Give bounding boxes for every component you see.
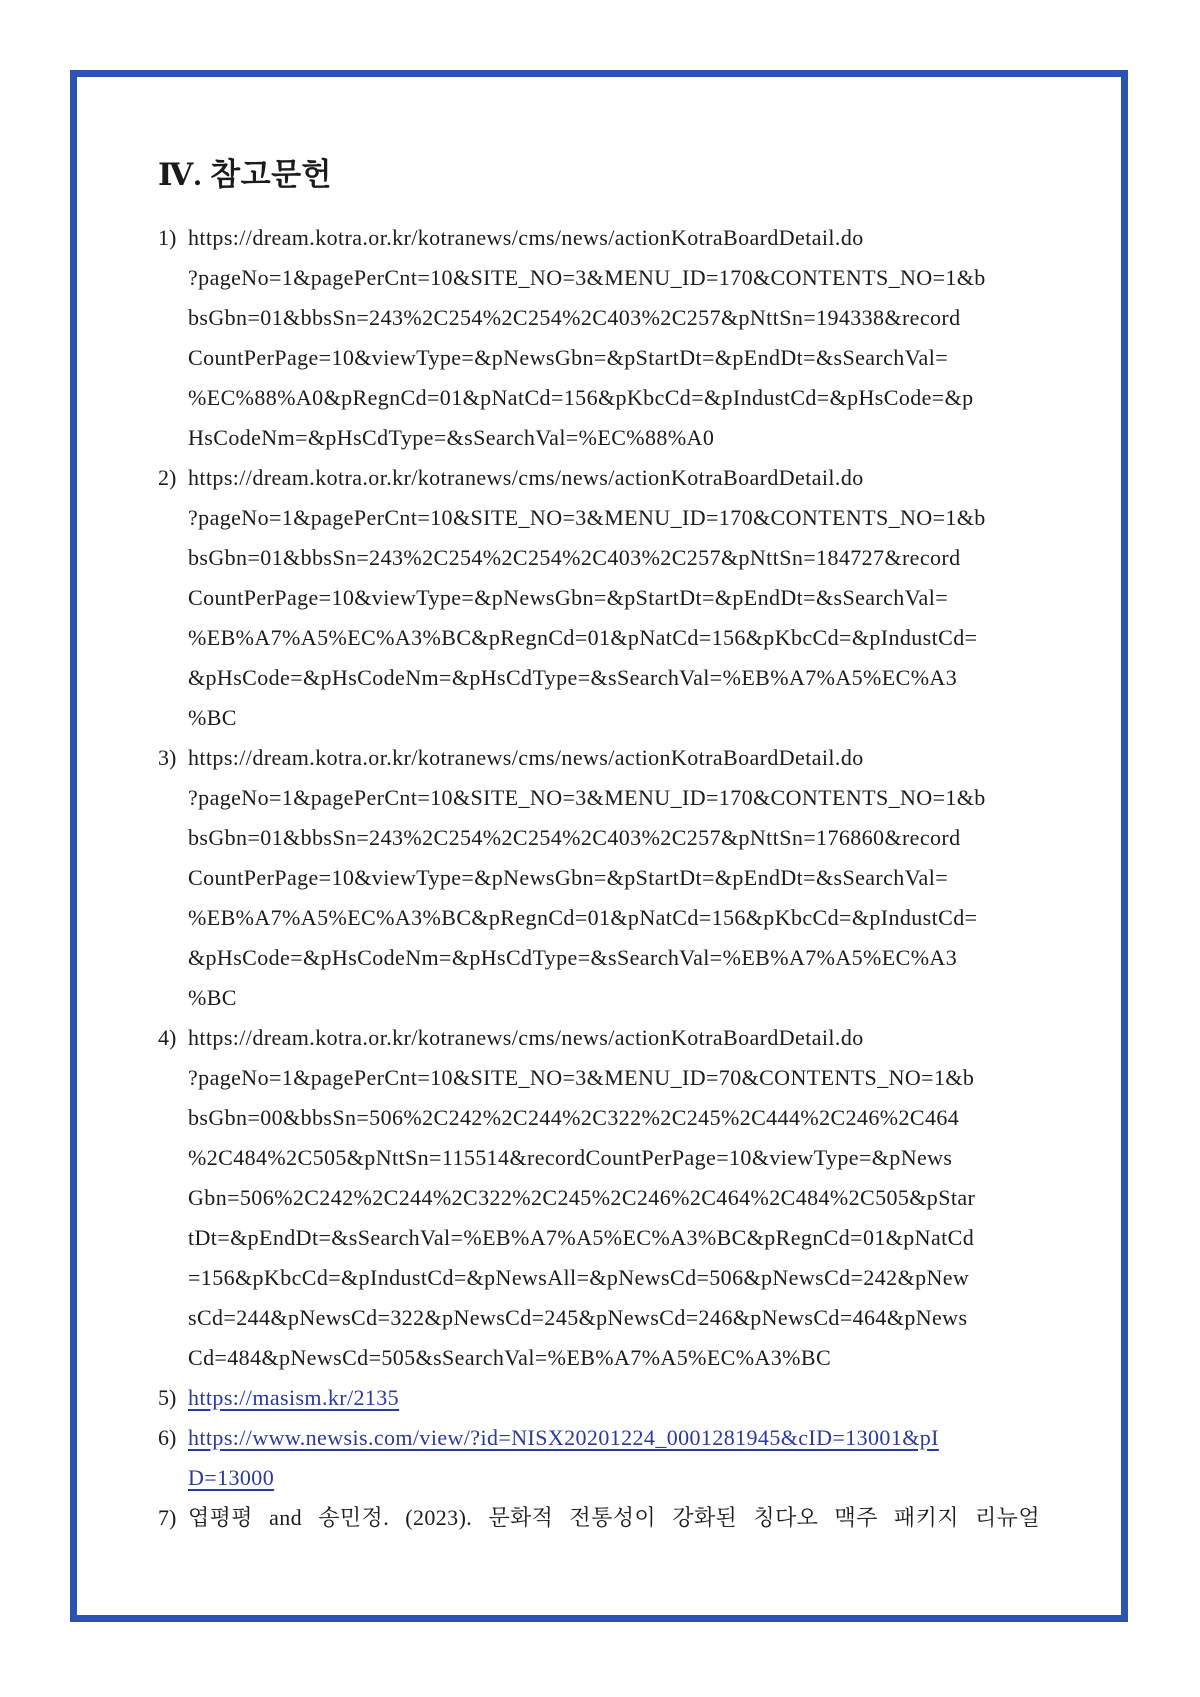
reference-item-7 [158, 1498, 1121, 1538]
reference-number: 7) [158, 1505, 177, 1530]
reference-link[interactable]: https://masism.kr/2135 [188, 1385, 400, 1410]
reference-text [188, 738, 1040, 1018]
reference-line: &pHsCode=&pHsCodeNm=&pHsCdType=&sSearchVal=%EB%A7%A5%EC%A3 [188, 665, 958, 690]
reference-line: %EB%A7%A5%EC%A3%BC&pRegnCd=01&pNatCd=156&pKbcCd=&pIndustCd= [188, 905, 978, 930]
reference-text [188, 218, 1040, 458]
reference-line: sCd=244&pNewsCd=322&pNewsCd=245&pNewsCd=246&pNewsCd=464&pNews [188, 1305, 968, 1330]
page-content [77, 77, 1121, 1538]
reference-line: https://dream.kotra.or.kr/kotranews/cms/news/actionKotraBoardDetail.do [188, 1025, 864, 1050]
reference-line: ?pageNo=1&pagePerCnt=10&SITE_NO=3&MENU_ID=170&CONTENTS_NO=1&b [188, 265, 986, 290]
reference-item-5 [158, 1378, 1121, 1418]
reference-line: CountPerPage=10&viewType=&pNewsGbn=&pStartDt=&pEndDt=&sSearchVal= [188, 865, 949, 890]
reference-link[interactable]: https://www.newsis.com/view/?id=NISX20201224_0001281945&cID=13001&pI [188, 1425, 939, 1450]
reference-number: 6) [158, 1425, 177, 1450]
reference-line: bsGbn=01&bbsSn=243%2C254%2C254%2C403%2C257&pNttSn=184727&record [188, 545, 961, 570]
reference-item-4 [158, 1018, 1121, 1378]
reference-line: &pHsCode=&pHsCodeNm=&pHsCdType=&sSearchVal=%EB%A7%A5%EC%A3 [188, 945, 958, 970]
reference-item-2 [158, 458, 1121, 738]
reference-line: https://dream.kotra.or.kr/kotranews/cms/news/actionKotraBoardDetail.do [188, 745, 864, 770]
reference-link[interactable]: D=13000 [188, 1465, 275, 1490]
page-border [70, 70, 1128, 1622]
reference-line: CountPerPage=10&viewType=&pNewsGbn=&pStartDt=&pEndDt=&sSearchVal= [188, 585, 949, 610]
reference-number: 1) [158, 225, 177, 250]
reference-line: CountPerPage=10&viewType=&pNewsGbn=&pStartDt=&pEndDt=&sSearchVal= [188, 345, 949, 370]
reference-text [188, 1418, 1040, 1498]
reference-number: 4) [158, 1025, 177, 1050]
reference-line: %BC [188, 705, 237, 730]
reference-number: 3) [158, 745, 177, 770]
reference-line: %EC%88%A0&pRegnCd=01&pNatCd=156&pKbcCd=&pIndustCd=&pHsCode=&p [188, 385, 974, 410]
reference-line: %2C484%2C505&pNttSn=115514&recordCountPerPage=10&viewType=&pNews [188, 1145, 953, 1170]
reference-line: 엽평평 and 송민정. (2023). 문화적 전통성이 강화된 칭다오 맥주 패키지 리뉴얼 [188, 1505, 1040, 1530]
reference-text [188, 458, 1040, 738]
reference-list [158, 218, 1121, 1538]
reference-line: %EB%A7%A5%EC%A3%BC&pRegnCd=01&pNatCd=156&pKbcCd=&pIndustCd= [188, 625, 978, 650]
reference-line: ?pageNo=1&pagePerCnt=10&SITE_NO=3&MENU_ID=170&CONTENTS_NO=1&b [188, 505, 986, 530]
reference-number: 5) [158, 1385, 177, 1410]
page-title: Ⅳ. 참고문헌 [158, 157, 332, 192]
reference-line: Cd=484&pNewsCd=505&sSearchVal=%EB%A7%A5%EC%A3%BC [188, 1345, 832, 1370]
reference-line: https://dream.kotra.or.kr/kotranews/cms/news/actionKotraBoardDetail.do [188, 465, 864, 490]
reference-number: 2) [158, 465, 177, 490]
reference-line: tDt=&pEndDt=&sSearchVal=%EB%A7%A5%EC%A3%BC&pRegnCd=01&pNatCd [188, 1225, 975, 1250]
reference-line: ?pageNo=1&pagePerCnt=10&SITE_NO=3&MENU_ID=170&CONTENTS_NO=1&b [188, 785, 986, 810]
reference-text [188, 1498, 1040, 1538]
reference-text [188, 1378, 1040, 1418]
reference-line: bsGbn=01&bbsSn=243%2C254%2C254%2C403%2C257&pNttSn=194338&record [188, 305, 961, 330]
reference-line: =156&pKbcCd=&pIndustCd=&pNewsAll=&pNewsCd=506&pNewsCd=242&pNew [188, 1265, 970, 1290]
reference-line: Gbn=506%2C242%2C244%2C322%2C245%2C246%2C464%2C484%2C505&pStar [188, 1185, 976, 1210]
reference-line: %BC [188, 985, 237, 1010]
reference-line: HsCodeNm=&pHsCdType=&sSearchVal=%EC%88%A0 [188, 425, 715, 450]
reference-line: https://dream.kotra.or.kr/kotranews/cms/news/actionKotraBoardDetail.do [188, 225, 864, 250]
reference-item-6 [158, 1418, 1121, 1498]
reference-item-1 [158, 218, 1121, 458]
reference-text [188, 1018, 1040, 1378]
reference-line: bsGbn=01&bbsSn=243%2C254%2C254%2C403%2C257&pNttSn=176860&record [188, 825, 961, 850]
reference-line: bsGbn=00&bbsSn=506%2C242%2C244%2C322%2C245%2C444%2C246%2C464 [188, 1105, 960, 1130]
reference-line: ?pageNo=1&pagePerCnt=10&SITE_NO=3&MENU_ID=70&CONTENTS_NO=1&b [188, 1065, 975, 1090]
reference-item-3 [158, 738, 1121, 1018]
